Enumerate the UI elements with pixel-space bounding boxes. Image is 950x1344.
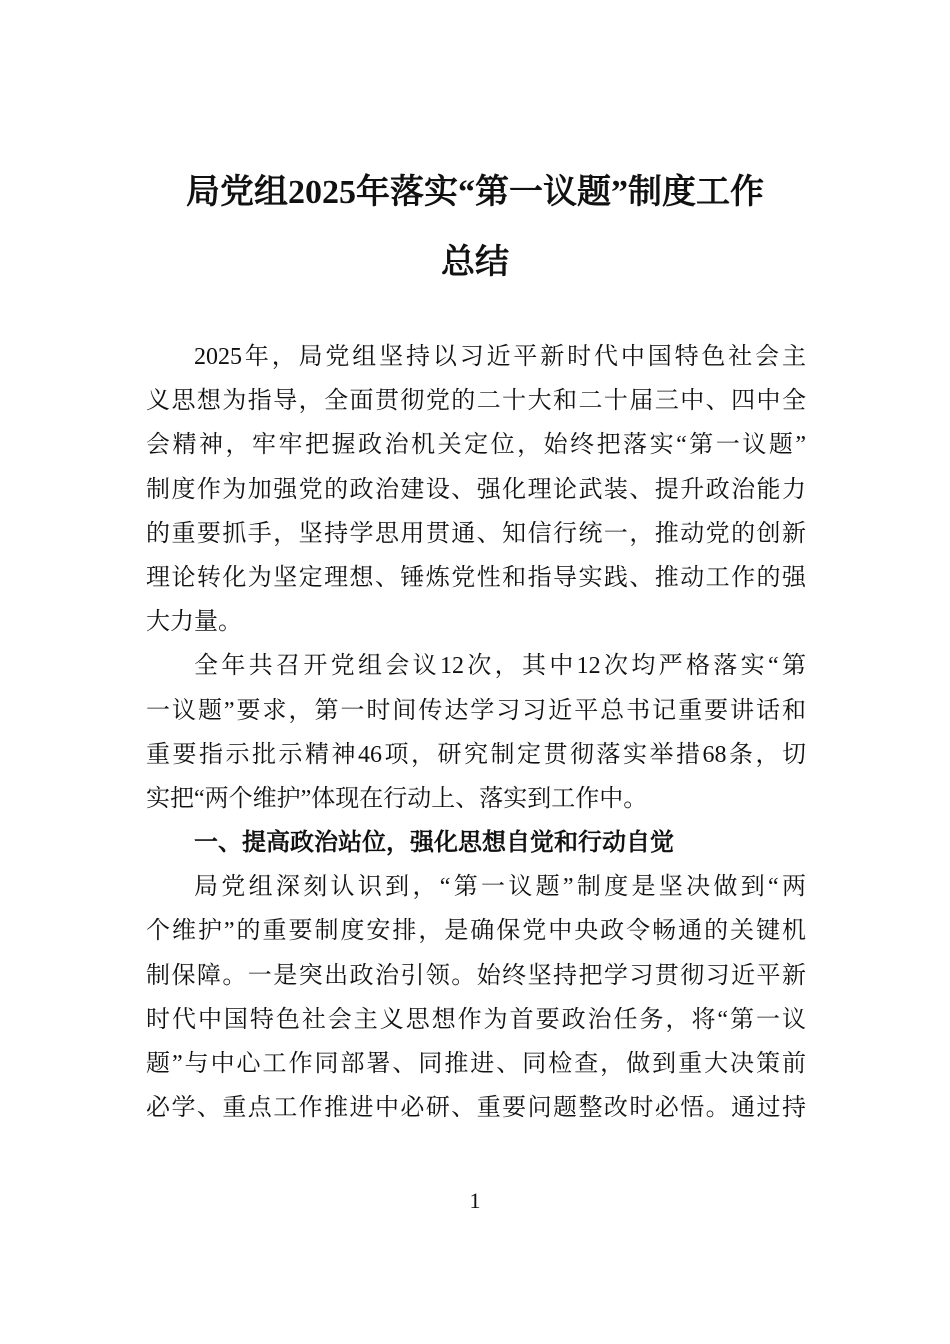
- text-line: 必学、重点工作推进中必研、重要问题整改时必悟。通过持: [146, 1095, 806, 1122]
- text-line: 题”与中心工作同部署、同推进、同检查，做到重大决策前: [146, 1051, 806, 1077]
- paragraph: [146, 644, 806, 821]
- text-line: 一议题”要求，第一时间传达学习习近平总书记重要讲话和: [146, 697, 806, 724]
- text-line: 制保障。一是突出政治引领。始终坚持把学习贯彻习近平新: [146, 962, 806, 989]
- section-heading: [146, 821, 806, 865]
- text-line: 时代中国特色社会主义思想作为首要政治任务，将“第一议: [146, 1006, 806, 1033]
- title-line: 总结: [441, 244, 509, 281]
- text-line: 局党组深刻认识到，“第一议题”制度是坚决做到“两: [194, 874, 806, 901]
- text-line: 大力量。: [146, 609, 242, 636]
- text-line: 2025年，局党组坚持以习近平新时代中国特色社会主: [194, 344, 806, 370]
- text-line: 全年共召开党组会议12次，其中12次均严格落实“第: [194, 653, 806, 680]
- title-line: 局党组2025年落实“第一议题”制度工作: [186, 174, 764, 211]
- text-line: 实把“两个维护”体现在行动上、落实到工作中。: [146, 785, 648, 812]
- text-line: 会精神，牢牢把握政治机关定位，始终把落实“第一议题”: [146, 432, 806, 459]
- document-body: [146, 335, 806, 1130]
- text-line: 制度作为加强党的政治建设、强化理论武装、提升政治能力: [146, 476, 806, 503]
- page-number: 1: [469, 1188, 481, 1213]
- text-line: 个维护”的重要制度安排，是确保党中央政令畅通的关键机: [146, 918, 806, 945]
- paragraph: [146, 865, 806, 1130]
- document-title: [140, 158, 810, 298]
- text-line: 一、提高政治站位，强化思想自觉和行动自觉: [194, 829, 674, 857]
- text-line: 理论转化为坚定理想、锤炼党性和指导实践、推动工作的强: [146, 564, 806, 591]
- paragraph: [146, 335, 806, 644]
- text-line: 的重要抓手，坚持学思用贯通、知信行统一，推动党的创新: [146, 520, 806, 547]
- text-line: 重要指示批示精神46项，研究制定贯彻落实举措68条，切: [146, 741, 806, 768]
- text-line: 义思想为指导，全面贯彻党的二十大和二十届三中、四中全: [146, 388, 806, 415]
